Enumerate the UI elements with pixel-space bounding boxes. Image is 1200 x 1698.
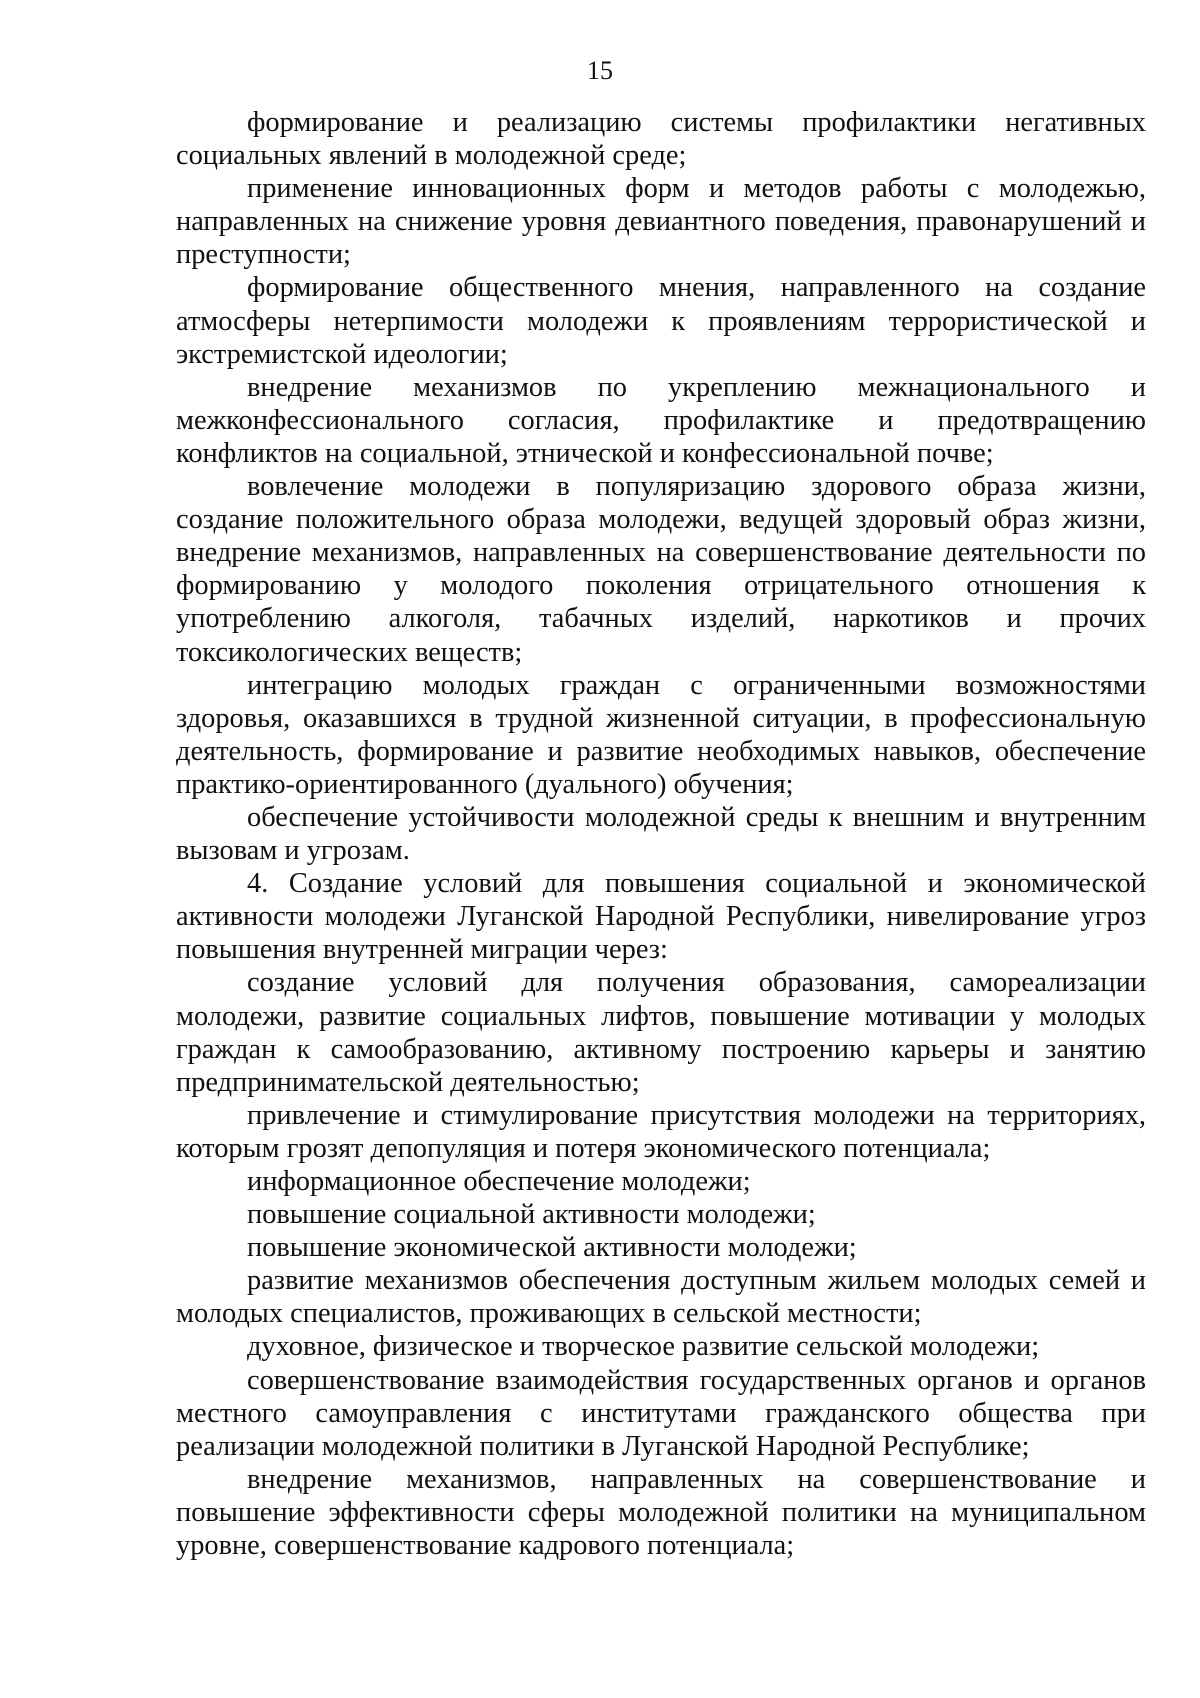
paragraph-4: внедрение механизмов по укреплению межнационального и межконфессионального согласия, профилактике и предотвращению конфликтов на социальной, этнической и конфессиональной почве; — [176, 371, 1146, 469]
paragraph-16: совершенствование взаимодействия государственных органов и органов местного самоуправления с институтами гражданского общества при реализации молодежной политики в Луганской Народной Республике; — [176, 1364, 1146, 1462]
document-body — [176, 106, 1146, 1562]
paragraph-13: повышение экономической активности молодежи; — [247, 1232, 857, 1264]
paragraph-2: применение инновационных форм и методов работы с молодежью, направленных на снижение уровня девиантного поведения, правонарушений и преступности; — [176, 173, 1146, 271]
paragraph-10: привлечение и стимулирование присутствия молодежи на территориях, которым грозят депопуляция и потеря экономического потенциала; — [176, 1099, 1146, 1164]
paragraph-8-section-4: 4. Создание условий для повышения социальной и экономической активности молодежи Луганской Народной Республики, нивелирование угроз повышения внутренней миграции через: — [176, 868, 1146, 966]
paragraph-1: формирование и реализацию системы профилактики негативных социальных явлений в молодежной среде; — [176, 107, 1146, 172]
paragraph-3: формирование общественного мнения, направленного на создание атмосферы нетерпимости молодежи к проявлениям террористической и экстремистской идеологии; — [176, 272, 1146, 370]
paragraph-11: информационное обеспечение молодежи; — [247, 1166, 751, 1197]
paragraph-15: духовное, физическое и творческое развитие сельской молодежи; — [247, 1331, 1040, 1363]
paragraph-6: интеграцию молодых граждан с ограниченными возможностями здоровья, оказавшихся в трудной жизненной ситуации, в профессиональную деятельность, формирование и развитие необходимых навыков, обеспечение практико-ориентированного (дуального) обучения; — [176, 669, 1146, 800]
page-number: 15 — [587, 56, 613, 85]
paragraph-12: повышение социальной активности молодежи; — [247, 1199, 816, 1231]
paragraph-5: вовлечение молодежи в популяризацию здорового образа жизни, создание положительного образа молодежи, ведущей здоровый образ жизни, внедрение механизмов, направленных на совершенствование деятельности по формированию у молодого поколения отрицательного отношения к употреблению алкоголя, табачных изделий, наркотиков и прочих токсикологических веществ; — [176, 471, 1146, 668]
paragraph-17: внедрение механизмов, направленных на совершенствование и повышение эффективности сферы молодежной политики на муниципальном уровне, совершенствование кадрового потенциала; — [176, 1463, 1146, 1562]
paragraph-7: обеспечение устойчивости молодежной среды к внешним и внутренним вызовам и угрозам. — [176, 801, 1146, 867]
paragraph-14: развитие механизмов обеспечения доступным жильем молодых семей и молодых специалистов, проживающих в сельской местности; — [176, 1265, 1146, 1330]
paragraph-9: создание условий для получения образования, самореализации молодежи, развитие социальных лифтов, повышение мотивации у молодых граждан к самообразованию, активному построению карьеры и занятию предпринимательской деятельностью; — [176, 967, 1146, 1098]
